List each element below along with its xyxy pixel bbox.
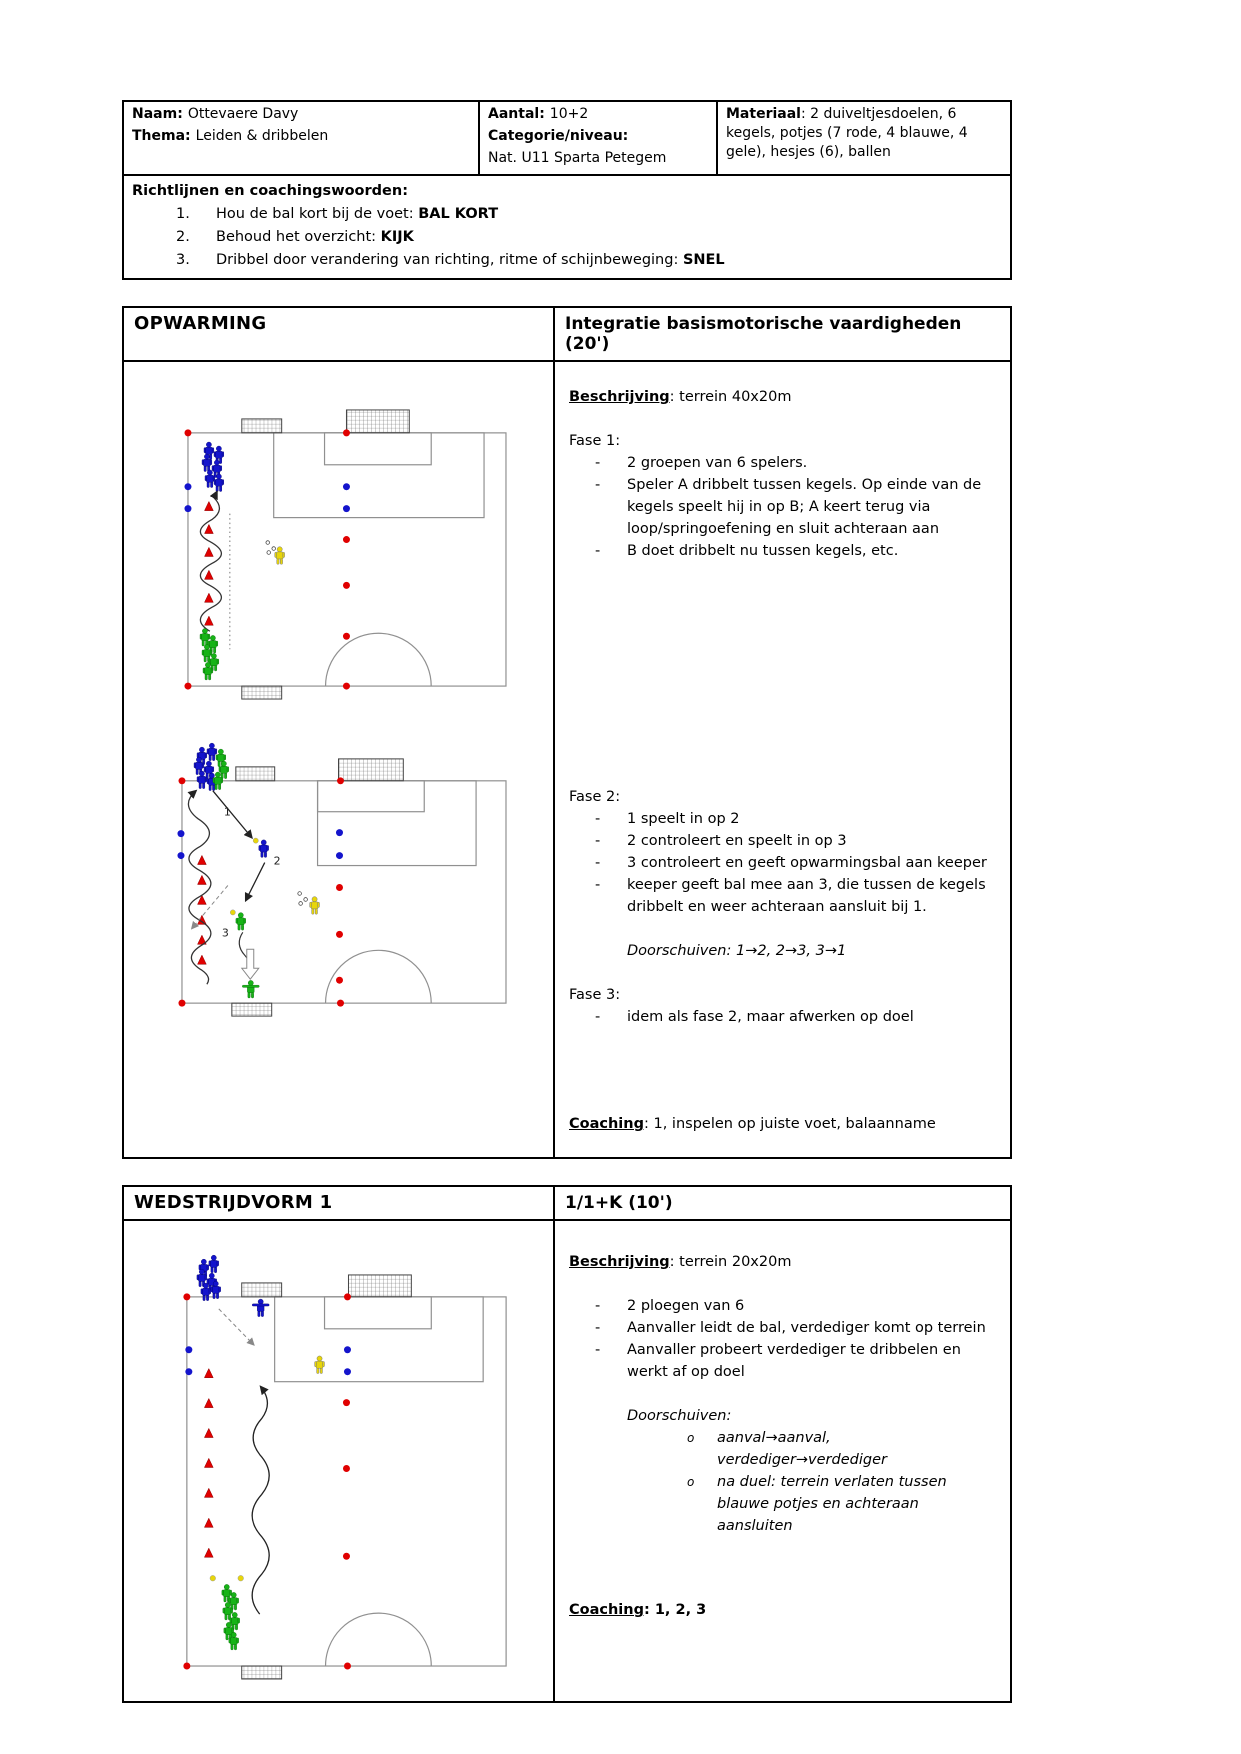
fase3-title: Fase 3: [569, 987, 621, 1003]
player-label-3: 3 [221, 926, 229, 940]
wedstrijd-bullet: - Aanvaller probeert verdediger te dribbelen en werkt af op doel [595, 1342, 961, 1380]
fase3-bullet: - idem als fase 2, maar afwerken op doel [595, 1009, 914, 1025]
goal-icon [242, 410, 409, 699]
opwarming-diagrams-cell [124, 362, 553, 1157]
pass-arrow-2 [246, 863, 265, 901]
blue-players-group [202, 442, 224, 491]
player-3-icon [236, 913, 246, 931]
header-row [124, 102, 1010, 176]
header-table [122, 100, 1012, 280]
blue-players-group [197, 1255, 221, 1300]
opwarming-description-cell [553, 362, 1010, 1157]
richtlijn-item: 2. Behoud het overzicht: KIJK [176, 229, 414, 245]
pitch-outline [188, 433, 506, 686]
yellow-player-icon [315, 1356, 325, 1374]
pitch-diagram-fase1 [124, 392, 553, 711]
fase2-bullet: - 1 speelt in op 2 [595, 811, 740, 827]
red-marker-dots [183, 1293, 351, 1669]
wedstrijd-bullet: - Aanvaller leidt de bal, verdediger komt op terrein [595, 1320, 986, 1336]
green-players-group [200, 628, 219, 679]
doorschuiven-title: Doorschuiven: [627, 1408, 732, 1424]
ball-icon [298, 892, 308, 906]
fase2-bullet: - 3 controleert en geeft opwarmingsbal aan keeper [595, 855, 987, 871]
training-sheet [122, 100, 1012, 1703]
doorschuiven-item: o na duel: terrein verlaten tussen blauwe potjes en achteraan aansluiten [687, 1474, 947, 1534]
keeper-icon [242, 980, 259, 998]
richtlijnen-title: Richtlijnen en coachingswoorden: [132, 183, 408, 199]
fase2-bullet: - 2 controleert en speelt in op 3 [595, 833, 847, 849]
section-subtitle: Integratie basismotorische vaardigheden (20') [553, 308, 1010, 360]
fase2-bullet: - keeper geeft bal mee aan 3, die tussen de kegels dribbelt en weer achteraan aansluit bij 1. [595, 877, 986, 915]
pass-to-keeper-arrow [242, 949, 259, 979]
section-subtitle: 1/1+K (10') [553, 1187, 1010, 1219]
beschrijving-line: Beschrijving: terrein 20x20m [569, 1254, 792, 1270]
fase1-bullet: - Speler A dribbelt tussen kegels. Op einde van de kegels speelt hij in op B; A keert terug via loop/springoefening en sluit achteraan aan [595, 477, 982, 537]
coaching-line: Coaching: 1, inspelen op juiste voet, balaanname [569, 1116, 936, 1132]
pass-label-1: 1 [223, 805, 231, 819]
name-theme-cell [124, 102, 478, 174]
richtlijn-item: 3. Dribbel door verandering van richting, ritme of schijnbeweging: SNEL [176, 252, 725, 268]
goal-area [325, 433, 432, 465]
aantal-field: Aantal: 10+2 [488, 106, 589, 122]
richtlijnen-block [124, 176, 1010, 278]
thema-field: Thema: Leiden & dribbelen [132, 128, 329, 144]
yellow-pot-icon [230, 910, 235, 915]
wedstrijdvorm-diagram-cell [124, 1221, 553, 1701]
section-title: WEDSTRIJDVORM 1 [134, 1192, 333, 1213]
doorschuiven-line: Doorschuiven: 1→2, 2→3, 3→1 [627, 943, 847, 959]
wedstrijd-bullet: - 2 ploegen van 6 [595, 1298, 745, 1314]
aantal-categorie-cell [478, 102, 716, 174]
opwarming-section [122, 306, 1012, 1159]
attacker-dribble-arrow [252, 1387, 269, 1614]
yellow-pot-icon [253, 838, 258, 843]
doorschuiven-item: o aanval→aanval, verdediger→verdediger [687, 1430, 887, 1468]
run-arrow-dashed [192, 885, 228, 928]
beschrijving-line: Beschrijving: terrein 40x20m [569, 389, 792, 405]
keeper-icon [252, 1299, 269, 1317]
naam-field: Naam: Ottevaere Davy [132, 106, 299, 122]
goal-area [325, 1297, 432, 1329]
player-2-icon [259, 840, 269, 858]
yellow-pot-icons [210, 1575, 244, 1581]
waiting-players-group [194, 743, 229, 790]
categorie-label: Categorie/niveau: [488, 128, 629, 144]
dribble-path [188, 791, 210, 984]
dribble-path [200, 492, 221, 632]
centre-arc [326, 633, 432, 686]
cone-icon [204, 1369, 213, 1558]
defender-run-dashed-arrow [219, 1309, 254, 1345]
pitch-diagram-fase2 [124, 719, 553, 1048]
green-players-group [222, 1584, 240, 1649]
section-title: OPWARMING [134, 313, 267, 334]
wedstrijdvorm-section [122, 1185, 1012, 1703]
categorie-value: Nat. U11 Sparta Petegem [488, 150, 667, 166]
goal-icon [242, 1275, 412, 1679]
fase1-title: Fase 1: [569, 433, 621, 449]
opwarming-header-row [124, 308, 1010, 362]
richtlijn-item: 1. Hou de bal kort bij de voet: BAL KORT [176, 206, 499, 222]
centre-arc [326, 1613, 432, 1666]
pass-arrow-1 [213, 791, 252, 838]
player-label-2: 2 [273, 854, 281, 868]
yellow-player-icon [310, 897, 320, 915]
penalty-box [274, 433, 484, 518]
pitch-diagram-wedstrijdvorm [124, 1227, 553, 1696]
fase1-bullet: - B doet dribbelt nu tussen kegels, etc. [595, 543, 899, 559]
centre-arc [326, 950, 432, 1003]
ball-icon [266, 541, 276, 555]
wedstrijdvorm-header-row [124, 1187, 1010, 1221]
fase2-title: Fase 2: [569, 789, 621, 805]
materiaal-cell: Materiaal: 2 duiveltjesdoelen, 6 kegels, potjes (7 rode, 4 blauwe, 4 gele), hesjes (6), ballen [716, 102, 1010, 174]
wedstrijdvorm-description-cell [553, 1221, 1010, 1701]
yellow-player-icon [275, 547, 285, 565]
coaching-line: Coaching: 1, 2, 3 [569, 1602, 707, 1618]
goal-area [318, 781, 425, 812]
penalty-box [275, 1297, 484, 1382]
fase1-bullet: - 2 groepen van 6 spelers. [595, 455, 808, 471]
